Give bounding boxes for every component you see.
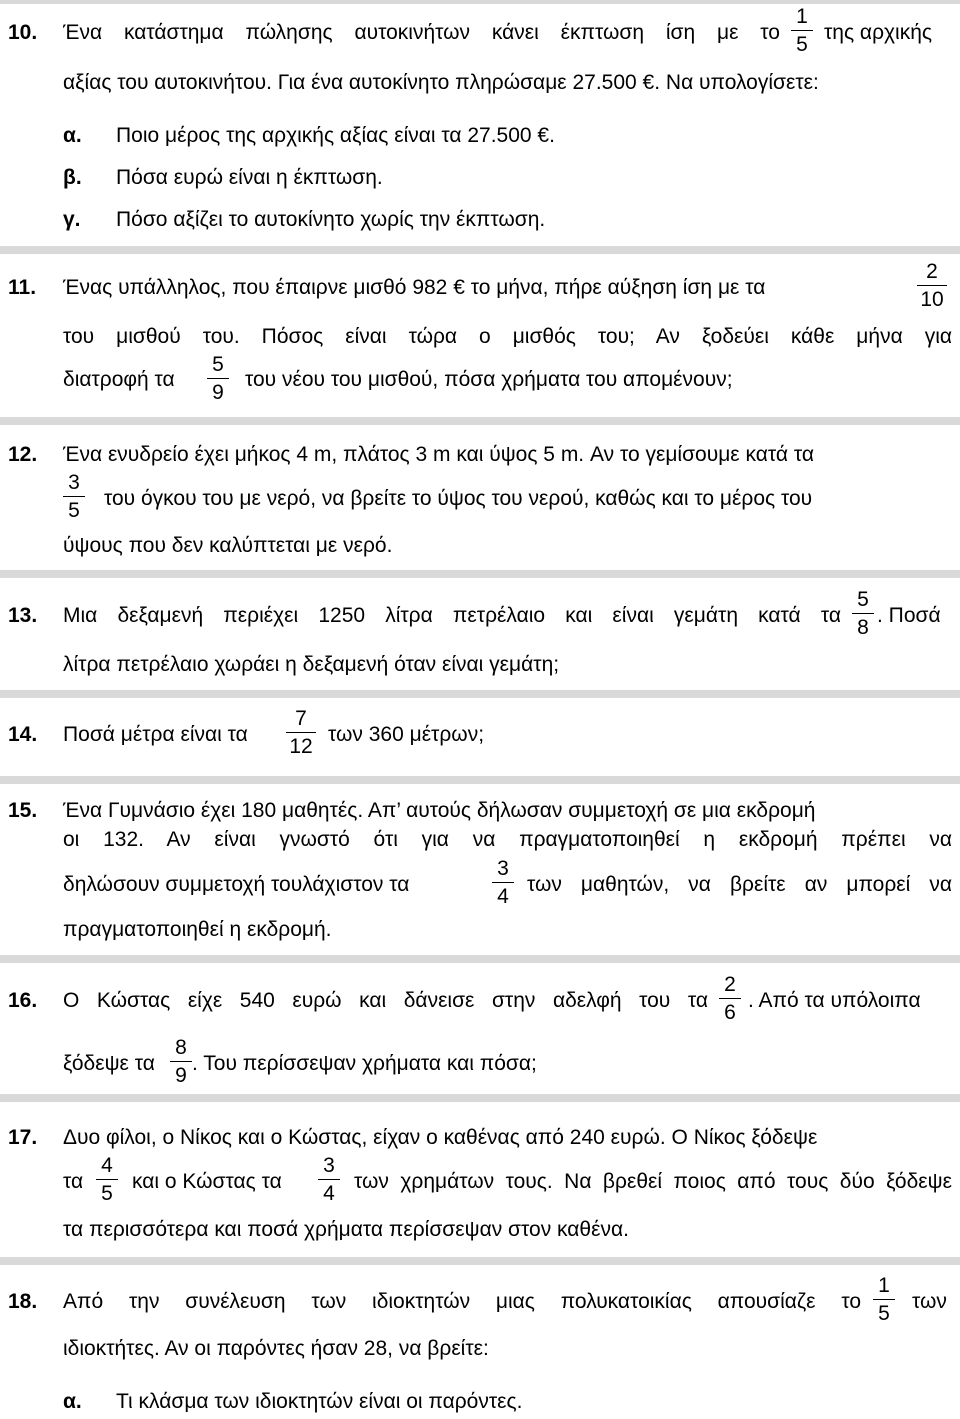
- item-label: γ.: [63, 208, 81, 231]
- separator: [0, 570, 960, 578]
- denominator: 8: [857, 616, 869, 639]
- denominator: 9: [212, 381, 224, 404]
- numerator: 1: [796, 5, 808, 28]
- denominator: 9: [175, 1064, 187, 1087]
- problem-text: Ένα κατάστημα πώλησης αυτοκινήτων κάνει έκπτωση ίση με το: [63, 21, 780, 44]
- problem-text: ξόδεψε τα: [63, 1052, 155, 1075]
- numerator: 3: [68, 471, 80, 494]
- fraction-bar: [492, 882, 514, 883]
- problem-text: των χρημάτων τους. Να βρεθεί ποιος από τους δύο ξόδεψε: [354, 1170, 952, 1193]
- fraction-bar: [791, 30, 813, 31]
- denominator: 5: [101, 1182, 113, 1205]
- fraction: [96, 1155, 118, 1204]
- separator: [0, 776, 960, 784]
- fraction-bar: [917, 285, 947, 286]
- problem-text: Ένα ενυδρείο έχει μήκος 4 m, πλάτος 3 m και ύψος 5 m. Αν το γεμίσουμε κατά τα: [63, 443, 814, 466]
- fraction: [318, 1155, 340, 1204]
- denominator: 10: [920, 288, 944, 311]
- separator: [0, 417, 960, 425]
- item-text: Ποιο μέρος της αρχικής αξίας είναι τα 27.500 €.: [116, 124, 555, 147]
- fraction-bar: [873, 1299, 895, 1300]
- numerator: 1: [878, 1274, 890, 1297]
- fraction-bar: [719, 998, 741, 999]
- denominator: 5: [878, 1302, 890, 1325]
- fraction: [170, 1037, 192, 1086]
- problem-number: 10.: [8, 21, 38, 44]
- problem-text: Μια δεξαμενή περιέχει 1250 λίτρα πετρέλαιο και είναι γεμάτη κατά τα: [63, 604, 841, 627]
- separator: [0, 1257, 960, 1265]
- fraction-bar: [852, 613, 874, 614]
- numerator: 3: [497, 857, 509, 880]
- item-label: β.: [63, 166, 82, 189]
- numerator: 3: [323, 1154, 335, 1177]
- item-text: Πόσο αξίζει το αυτοκίνητο χωρίς την έκπτωση.: [116, 208, 546, 231]
- fraction-bar: [63, 496, 85, 497]
- item-label: α.: [63, 124, 82, 147]
- fraction-bar: [318, 1179, 340, 1180]
- numerator: 8: [175, 1036, 187, 1059]
- problem-text: οι 132. Αν είναι γνωστό ότι για να πραγματοποιηθεί η εκδρομή πρέπει να: [63, 828, 952, 851]
- problem-number: 11.: [8, 276, 37, 299]
- fraction: [492, 858, 514, 907]
- numerator: 7: [295, 707, 307, 730]
- fraction: [719, 974, 741, 1023]
- item-text: Πόσα ευρώ είναι η έκπτωση.: [116, 166, 383, 189]
- denominator: 12: [289, 735, 313, 758]
- fraction-bar: [96, 1179, 118, 1180]
- numerator: 4: [101, 1154, 113, 1177]
- problem-text: του μισθού του. Πόσος είναι τώρα ο μισθός του; Αν ξοδεύει κάθε μήνα για: [63, 325, 952, 348]
- problem-text: ύψους που δεν καλύπτεται με νερό.: [63, 534, 393, 557]
- denominator: 4: [323, 1182, 335, 1205]
- problem-text: ιδιοκτήτες. Αν οι παρόντες ήσαν 28, να βρείτε:: [63, 1337, 489, 1360]
- problem-text: του όγκου του με νερό, να βρείτε το ύψος του νερού, καθώς και το μέρος του: [104, 487, 813, 510]
- numerator: 5: [212, 353, 224, 376]
- problem-number: 15.: [8, 799, 38, 822]
- problem-text: των: [912, 1290, 947, 1313]
- item-text: Τι κλάσμα των ιδιοκτητών είναι οι παρόντες.: [116, 1390, 523, 1413]
- numerator: 2: [926, 260, 938, 283]
- denominator: 5: [68, 499, 80, 522]
- problem-number: 16.: [8, 989, 38, 1012]
- problem-number: 18.: [8, 1290, 38, 1313]
- denominator: 5: [796, 33, 808, 56]
- problem-text: . Ποσά: [877, 604, 941, 627]
- problem-text: Ένα Γυμνάσιο έχει 180 μαθητές. Απ’ αυτούς δήλωσαν συμμετοχή σε μια εκδρομή: [63, 799, 816, 822]
- problem-number: 17.: [8, 1126, 38, 1149]
- problem-text: αξίας του αυτοκινήτου. Για ένα αυτοκίνητο πληρώσαμε 27.500 €. Να υπολογίσετε:: [63, 71, 819, 94]
- fraction: [917, 261, 947, 310]
- fraction-bar: [286, 732, 316, 733]
- problem-text: λίτρα πετρέλαιο χωράει η δεξαμενή όταν είναι γεμάτη;: [63, 653, 560, 676]
- problem-text: πραγματοποιηθεί η εκδρομή.: [63, 918, 332, 941]
- separator: [0, 1094, 960, 1102]
- denominator: 6: [724, 1001, 736, 1024]
- problem-text: των μαθητών, να βρείτε αν μπορεί να: [527, 873, 952, 896]
- problem-text: Ποσά μέτρα είναι τα: [63, 723, 248, 746]
- numerator: 2: [724, 973, 736, 996]
- numerator: 5: [857, 588, 869, 611]
- separator: [0, 955, 960, 963]
- denominator: 4: [497, 885, 509, 908]
- problem-text: . Του περίσσεψαν χρήματα και πόσα;: [192, 1052, 537, 1075]
- fraction: [852, 589, 874, 638]
- separator: [0, 0, 960, 4]
- problem-text: . Από τα υπόλοιπα: [748, 989, 921, 1012]
- fraction-bar: [207, 378, 229, 379]
- problem-number: 14.: [8, 723, 38, 746]
- separator: [0, 690, 960, 698]
- fraction: [286, 708, 316, 757]
- problem-text: τα: [63, 1170, 84, 1193]
- fraction: [63, 472, 85, 521]
- problem-text: διατροφή τα: [63, 368, 175, 391]
- problem-text: και ο Κώστας τα: [132, 1170, 282, 1193]
- fraction: [791, 6, 813, 55]
- problem-text: του νέου του μισθού, πόσα χρήματα του απομένουν;: [245, 368, 733, 391]
- problem-text: των 360 μέτρων;: [328, 723, 485, 746]
- separator: [0, 246, 960, 254]
- fraction: [207, 354, 229, 403]
- problem-text: Από την συνέλευση των ιδιοκτητών μιας πολυκατοικίας απουσίαζε το: [63, 1290, 861, 1313]
- fraction: [873, 1275, 895, 1324]
- problem-text: Ο Κώστας είχε 540 ευρώ και δάνεισε στην αδελφή του τα: [63, 989, 708, 1012]
- item-label: α.: [63, 1390, 82, 1413]
- problem-number: 13.: [8, 604, 38, 627]
- problem-number: 12.: [8, 443, 38, 466]
- fraction-bar: [170, 1061, 192, 1062]
- problem-text: Ένας υπάλληλος, που έπαιρνε μισθό 982 € το μήνα, πήρε αύξηση ίση με τα: [63, 276, 766, 299]
- problem-text: της αρχικής: [824, 21, 933, 44]
- problem-text: Δυο φίλοι, ο Νίκος και ο Κώστας, είχαν ο καθένας από 240 ευρώ. Ο Νίκος ξόδεψε: [63, 1126, 818, 1149]
- problem-text: τα περισσότερα και ποσά χρήματα περίσσεψαν στον καθένα.: [63, 1218, 629, 1241]
- problem-text: δηλώσουν συμμετοχή τουλάχιστον τα: [63, 873, 410, 896]
